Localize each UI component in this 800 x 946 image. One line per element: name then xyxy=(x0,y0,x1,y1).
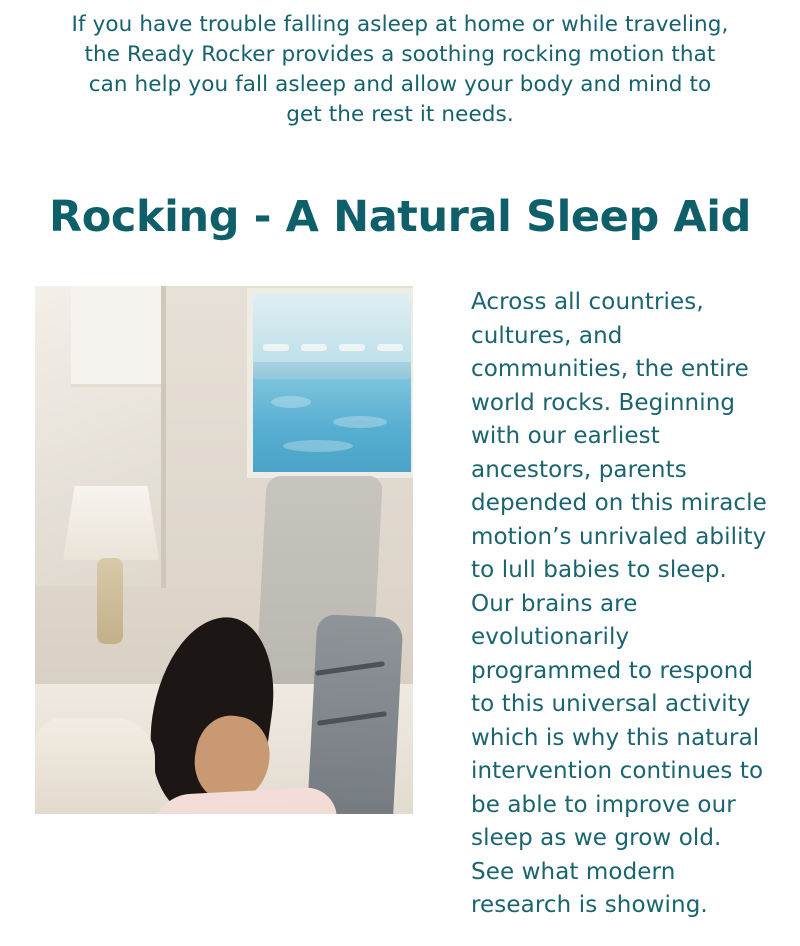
photo-blanket xyxy=(35,718,155,814)
intro-paragraph: If you have trouble falling asleep at home or while traveling, the Ready Rocker provides a soothing rocking motion that can help you fall asleep and allow your body and mind to get the rest it needs. xyxy=(71,12,729,127)
photo-ready-rocker-seat xyxy=(305,614,404,814)
mother-and-baby-photo xyxy=(35,286,413,814)
photo-art-ripple xyxy=(283,440,353,452)
page-title: Rocking - A Natural Sleep Aid xyxy=(49,192,751,242)
page-root xyxy=(0,10,800,918)
photo-window-frame xyxy=(161,286,166,588)
photo-art-ripple xyxy=(333,416,387,428)
photo-window-shade xyxy=(71,286,163,387)
photo-art-sky xyxy=(253,294,411,362)
photo-column xyxy=(35,286,413,814)
photo-art-umbrella xyxy=(339,344,365,351)
body-paragraph: Across all countries, cultures, and communities, the entire world rocks. Beginning with our earliest ancestors, parents depended on this miracle motion’s unrivaled ability to lull babies to sleep. Our brains are evolutionarily programmed to respond to this universal activity which is why this natural intervention continues to be able to improve our sleep as we grow old. See what modern research is showing. xyxy=(471,289,767,918)
photo-wall-art xyxy=(247,288,413,478)
photo-lamp-base xyxy=(97,558,123,644)
photo-art-ripple xyxy=(271,396,311,408)
photo-art-pool xyxy=(253,379,411,472)
photo-art-umbrella xyxy=(377,344,403,351)
photo-art-umbrella xyxy=(263,344,289,351)
photo-art-umbrella xyxy=(301,344,327,351)
photo-lamp-shade xyxy=(63,486,159,560)
